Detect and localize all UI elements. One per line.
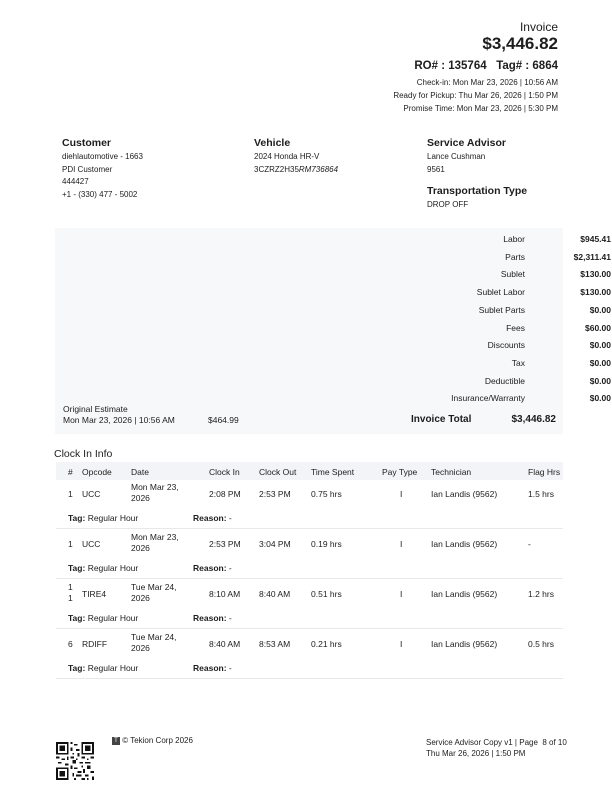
invoice-total-header: $3,446.82 (482, 34, 558, 53)
cell-number: 1 1 (68, 582, 73, 603)
summary-row (435, 234, 611, 251)
reason-cell (193, 663, 232, 673)
col-date: Date (131, 467, 149, 477)
check-in-time: Check-in: Mon Mar 23, 2026 | 10:56 AM (416, 78, 558, 87)
date-year: 2026 (131, 643, 150, 653)
reason-label: Reason: (193, 613, 227, 623)
cell-clock-in: 2:08 PM (209, 489, 241, 499)
date-year: 2026 (131, 543, 150, 553)
tag-cell (68, 563, 138, 573)
summary-row (435, 252, 611, 269)
cell-opcode: UCC (82, 539, 101, 549)
row-divider (56, 528, 563, 529)
date-line: Mon Mar 23, (131, 532, 179, 542)
summary-row (435, 340, 611, 357)
row-divider (56, 578, 563, 579)
customer-heading: Customer (62, 137, 112, 149)
tag-value: Regular Hour (87, 563, 139, 573)
cell-pay-type: I (400, 539, 403, 549)
cell-time-spent: 0.75 hrs (311, 489, 342, 499)
cell-clock-out: 8:53 AM (259, 639, 291, 649)
tag-value: Regular Hour (87, 513, 139, 523)
col-flag-hrs: Flag Hrs (528, 467, 561, 477)
reason-label: Reason: (193, 663, 227, 673)
date-line: Tue Mar 24, (131, 632, 177, 642)
summary-label: Discounts (487, 340, 525, 351)
summary-label: Sublet (500, 269, 525, 280)
col-technician: Technician (431, 467, 472, 477)
summary-label: Tax (511, 357, 525, 368)
reason-value: - (228, 513, 232, 523)
customer-name: diehlautomotive - 1663 (62, 152, 143, 161)
cell-technician: Ian Landis (9562) (431, 589, 498, 599)
col-time-spent: Time Spent (311, 467, 355, 477)
cell-number: 6 (68, 639, 73, 649)
vin-suffix: RM736864 (298, 164, 339, 174)
cell-number: 1 (68, 489, 73, 499)
reason-cell (193, 563, 232, 573)
tag-cell (68, 513, 138, 523)
tag-label: Tag: (68, 513, 86, 523)
clock-in-title: Clock In Info (54, 448, 113, 460)
summary-row (435, 287, 611, 304)
summary-value: $0.00 (589, 304, 611, 315)
summary-label: Insurance/Warranty (451, 393, 525, 404)
vehicle-section (254, 137, 338, 176)
date-line: Tue Mar 24, (131, 582, 177, 592)
cost-summary (55, 228, 611, 434)
footer-copyright (112, 736, 193, 745)
original-estimate-label: Original Estimate (63, 404, 128, 414)
customer-phone: +1 - (330) 477 - 5002 (62, 189, 138, 199)
reason-label: Reason: (193, 563, 227, 573)
cell-clock-in: 2:53 PM (209, 539, 241, 549)
vin-prefix: 3CZRZ2H35 (254, 164, 299, 174)
summary-label: Labor (503, 234, 525, 244)
cell-technician: Ian Landis (9562) (431, 639, 498, 649)
cell-date (131, 482, 179, 504)
cell-technician: Ian Landis (9562) (431, 489, 498, 499)
original-estimate-amount: $464.99 (208, 415, 239, 425)
ro-tag-line: RO# : 135764 Tag# : 6864 (414, 60, 558, 72)
reason-value: - (228, 663, 232, 673)
summary-row (435, 323, 611, 340)
cell-date (131, 532, 179, 554)
tag-label: Tag: (68, 663, 86, 673)
customer-type: PDI Customer (62, 164, 113, 174)
row-divider (56, 678, 563, 679)
cell-date (131, 582, 177, 604)
tekion-logo-icon: T (112, 737, 120, 745)
service-advisor-heading: Service Advisor (427, 137, 506, 149)
cell-opcode: RDIFF (82, 639, 108, 649)
vehicle-vin (254, 164, 338, 177)
cell-flag-hrs: 1.2 hrs (528, 589, 554, 599)
invoice-label: Invoice (519, 20, 558, 34)
reason-value: - (228, 563, 232, 573)
cell-clock-in: 8:10 AM (209, 589, 241, 599)
summary-row (435, 269, 611, 286)
col-clock-in: Clock In (209, 467, 240, 477)
summary-value: $0.00 (589, 340, 611, 351)
summary-label: Deductible (484, 375, 525, 386)
tag-value: Regular Hour (87, 663, 139, 673)
customer-section (62, 137, 143, 201)
cell-opcode: UCC (82, 489, 101, 499)
transportation-heading: Transportation Type (427, 185, 528, 197)
date-year: 2026 (131, 493, 150, 503)
summary-value: $2,311.41 (573, 251, 611, 262)
cell-technician: Ian Landis (9562) (431, 539, 498, 549)
footer-page-info (426, 738, 567, 759)
reason-cell (193, 513, 232, 523)
summary-value: $130.00 (580, 269, 611, 280)
summary-row (435, 376, 611, 393)
copyright-text: © Tekion Corp 2026 (122, 736, 193, 745)
summary-label: Sublet Labor (476, 287, 525, 298)
original-estimate-date: Mon Mar 23, 2026 | 10:56 AM (63, 415, 175, 425)
cell-opcode: TIRE4 (82, 589, 107, 599)
promise-time: Promise Time: Mon Mar 23, 2026 | 5:30 PM (403, 104, 558, 113)
reason-cell (193, 613, 232, 623)
vehicle-heading: Vehicle (254, 137, 291, 149)
advisor-id: 9561 (427, 164, 445, 174)
advisor-name: Lance Cushman (427, 152, 486, 161)
print-date: Thu Mar 26, 2026 | 1:50 PM (426, 748, 526, 758)
clock-table-header (56, 462, 563, 480)
cell-number: 1 (68, 539, 73, 549)
summary-value: $130.00 (580, 287, 611, 298)
tag-label: Tag: (68, 563, 86, 573)
invoice-total-label: Invoice Total (411, 414, 472, 425)
cell-clock-out: 8:40 AM (259, 589, 291, 599)
cell-time-spent: 0.21 hrs (311, 639, 342, 649)
summary-label: Fees (506, 322, 525, 333)
reason-value: - (228, 613, 232, 623)
summary-row (435, 358, 611, 375)
tag-cell (68, 663, 138, 673)
vehicle-model: 2024 Honda HR-V (254, 152, 320, 161)
col-clock-out: Clock Out (259, 467, 297, 477)
cell-pay-type: I (400, 489, 403, 499)
col-opcode: Opcode (82, 467, 112, 477)
summary-value: $945.41 (580, 234, 611, 244)
summary-value: $0.00 (589, 357, 611, 368)
date-year: 2026 (131, 593, 150, 603)
cell-flag-hrs: 1.5 hrs (528, 489, 554, 499)
date-line: Mon Mar 23, (131, 482, 179, 492)
cell-pay-type: I (400, 589, 403, 599)
summary-row (435, 305, 611, 322)
summary-row (435, 393, 611, 410)
row-divider (56, 628, 563, 629)
cell-clock-in: 8:40 AM (209, 639, 241, 649)
cell-time-spent: 0.19 hrs (311, 539, 342, 549)
cell-clock-out: 2:53 PM (259, 489, 291, 499)
summary-value: $0.00 (589, 375, 611, 386)
invoice-total-value: $3,446.82 (511, 414, 556, 425)
cell-clock-out: 3:04 PM (259, 539, 291, 549)
col-pay-type: Pay Type (382, 467, 418, 477)
transportation-type: DROP OFF (427, 200, 469, 209)
cell-pay-type: I (400, 639, 403, 649)
col-number: # (68, 467, 73, 477)
tag-cell (68, 613, 138, 623)
reason-label: Reason: (193, 513, 227, 523)
summary-value: $60.00 (585, 322, 611, 333)
qr-code (56, 742, 94, 780)
customer-number: 444427 (62, 177, 89, 186)
summary-label: Sublet Parts (478, 304, 525, 315)
summary-label: Parts (505, 251, 525, 262)
copy-page-line: Service Advisor Copy v1 | Page 8 of 10 (426, 738, 567, 747)
cell-flag-hrs: - (528, 539, 531, 549)
summary-value: $0.00 (589, 393, 611, 404)
tag-label: Tag: (68, 613, 86, 623)
service-advisor-section (427, 137, 527, 212)
tag-value: Regular Hour (87, 613, 139, 623)
cell-flag-hrs: 0.5 hrs (528, 639, 554, 649)
ready-for-pickup-time: Ready for Pickup: Thu Mar 26, 2026 | 1:50 PM (393, 91, 558, 100)
cell-time-spent: 0.51 hrs (311, 589, 342, 599)
cell-date (131, 632, 177, 654)
